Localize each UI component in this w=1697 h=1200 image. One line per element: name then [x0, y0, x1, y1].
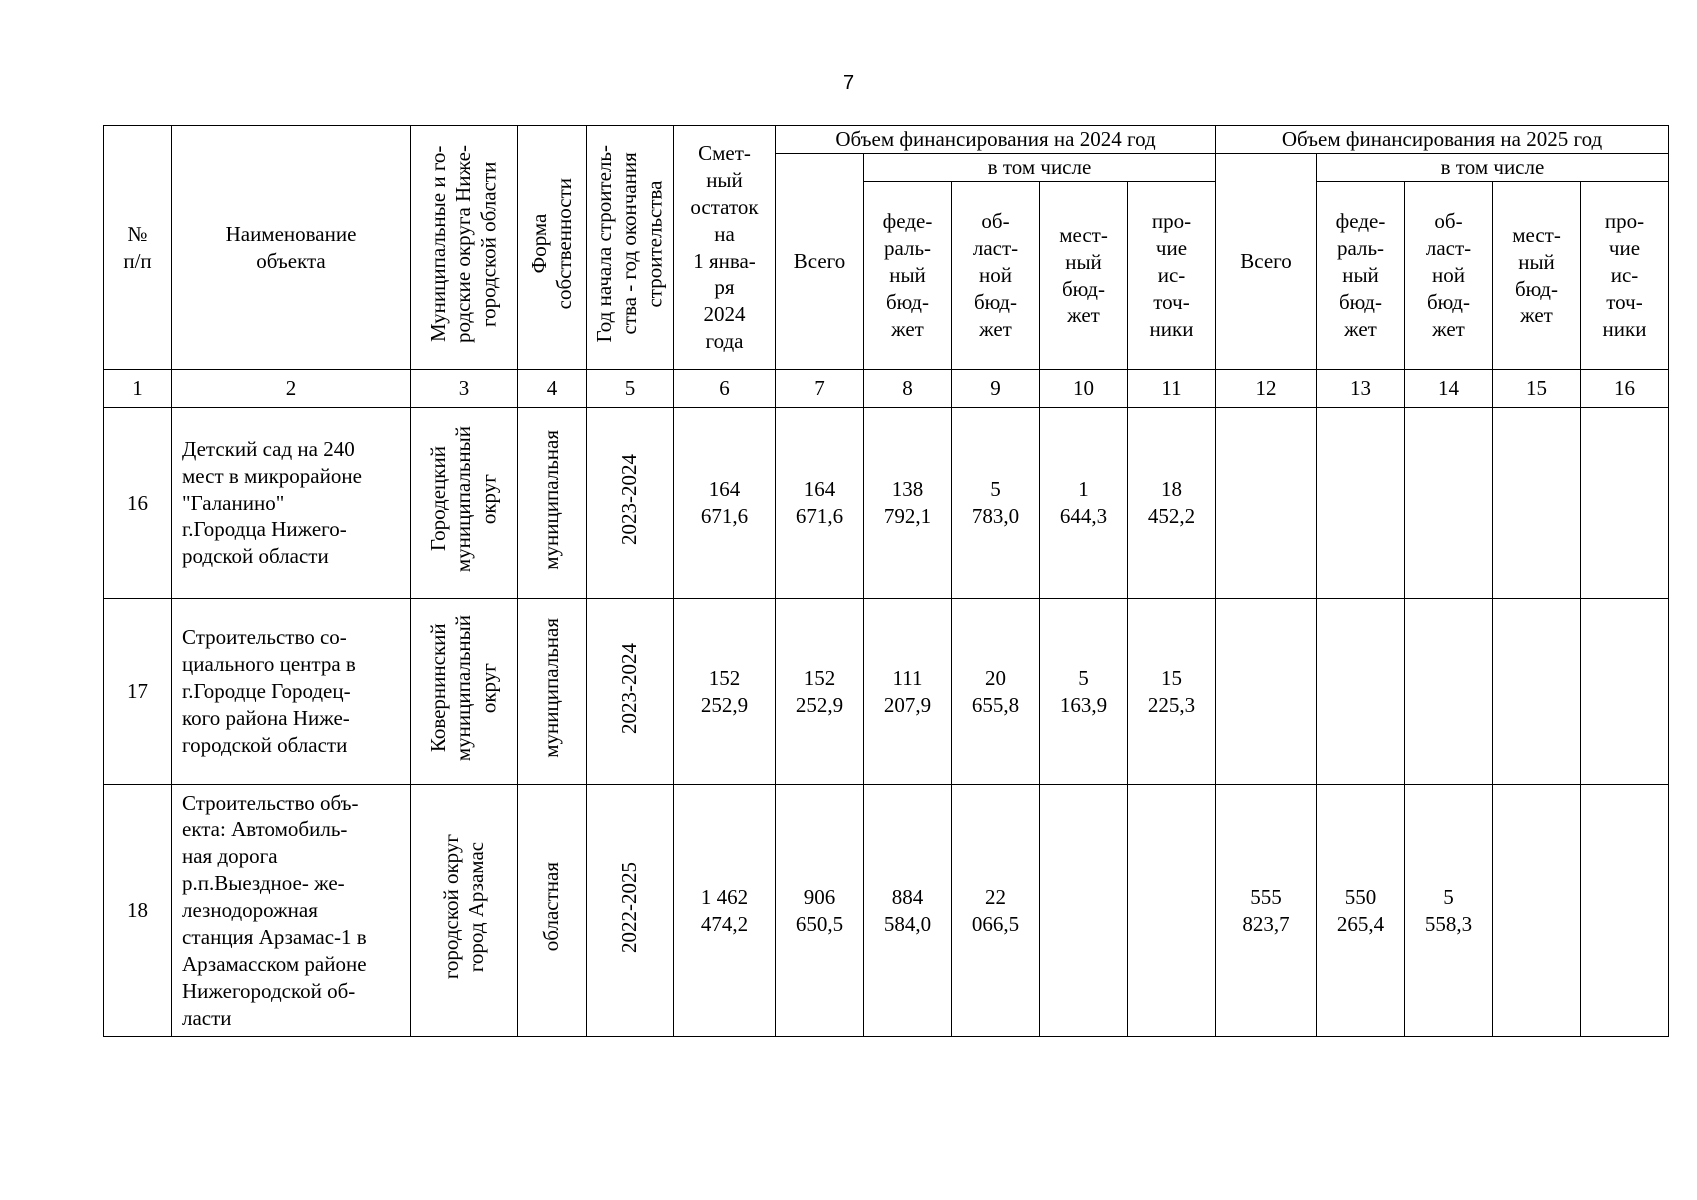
regional-2024-cell: 22 066,5: [952, 785, 1040, 1037]
district-cell: Ковернинский муниципальный округ: [411, 599, 518, 785]
header-financing-2024: Объем финансирования на 2024 год: [776, 126, 1216, 154]
federal-2024-cell: 111 207,9: [864, 599, 952, 785]
row-number: 17: [104, 599, 172, 785]
other-2024-cell: 18 452,2: [1128, 408, 1216, 599]
column-number: 4: [518, 370, 587, 408]
total-2024-cell: 152 252,9: [776, 599, 864, 785]
column-number: 7: [776, 370, 864, 408]
row-number: 18: [104, 785, 172, 1037]
local-2025-cell: [1493, 408, 1581, 599]
header-financing-2025: Объем финансирования на 2025 год: [1216, 126, 1669, 154]
header-balance: Смет- ный остаток на 1 янва- ря 2024 года: [674, 126, 776, 370]
district-cell: Городецкий муниципальный округ: [411, 408, 518, 599]
federal-2024-cell: 884 584,0: [864, 785, 952, 1037]
header-ownership: Форма собственности: [518, 126, 587, 370]
total-2025-cell: 555 823,7: [1216, 785, 1317, 1037]
header-local-2024: мест- ный бюд- жет: [1040, 182, 1128, 370]
row-number: 16: [104, 408, 172, 599]
header-other-2024: про- чие ис- точ- ники: [1128, 182, 1216, 370]
header-local-2025: мест- ный бюд- жет: [1493, 182, 1581, 370]
other-2025-cell: [1581, 599, 1669, 785]
header-num: № п/п: [104, 126, 172, 370]
federal-2025-cell: [1317, 408, 1405, 599]
object-name: Строительство со- циального центра в г.Городце Городец- кого района Ниже- городской области: [172, 599, 411, 785]
column-number: 1: [104, 370, 172, 408]
regional-2024-cell: 20 655,8: [952, 599, 1040, 785]
column-number: 11: [1128, 370, 1216, 408]
balance-cell: 152 252,9: [674, 599, 776, 785]
column-number: 16: [1581, 370, 1669, 408]
total-2024-cell: 164 671,6: [776, 408, 864, 599]
column-number: 9: [952, 370, 1040, 408]
table-row: [104, 408, 1669, 599]
years-cell: 2023-2024: [587, 408, 674, 599]
column-number: 15: [1493, 370, 1581, 408]
column-number: 2: [172, 370, 411, 408]
header-federal-2024: феде- раль- ный бюд- жет: [864, 182, 952, 370]
column-number: 5: [587, 370, 674, 408]
column-number: 8: [864, 370, 952, 408]
header-regional-2025: об- ласт- ной бюд- жет: [1405, 182, 1493, 370]
other-2025-cell: [1581, 785, 1669, 1037]
other-2024-cell: 15 225,3: [1128, 599, 1216, 785]
ownership-cell: муниципальная: [518, 408, 587, 599]
column-number: 6: [674, 370, 776, 408]
regional-2024-cell: 5 783,0: [952, 408, 1040, 599]
local-2024-cell: 1 644,3: [1040, 408, 1128, 599]
investment-objects-table: [103, 125, 1669, 1037]
column-number: 14: [1405, 370, 1493, 408]
object-name: Строительство объ- екта: Автомобиль- ная дорога р.п.Выездное- же- лезнодорожная станция Арзамас-1 в Арзамасском районе Нижегородской об- ласти: [172, 785, 411, 1037]
years-cell: 2022-2025: [587, 785, 674, 1037]
regional-2025-cell: [1405, 408, 1493, 599]
ownership-cell: областная: [518, 785, 587, 1037]
header-including-2024: в том числе: [864, 154, 1216, 182]
header-total-2025: Всего: [1216, 154, 1317, 370]
header-including-2025: в том числе: [1317, 154, 1669, 182]
total-2025-cell: [1216, 599, 1317, 785]
ownership-cell: муниципальная: [518, 599, 587, 785]
object-name: Детский сад на 240 мест в микрорайоне "Галанино" г.Городца Нижего- родской области: [172, 408, 411, 599]
regional-2025-cell: [1405, 599, 1493, 785]
column-number: 10: [1040, 370, 1128, 408]
column-number: 12: [1216, 370, 1317, 408]
total-2024-cell: 906 650,5: [776, 785, 864, 1037]
header-name: Наименование объекта: [172, 126, 411, 370]
other-2025-cell: [1581, 408, 1669, 599]
other-2024-cell: [1128, 785, 1216, 1037]
header-years: Год начала строитель- ства - год окончания строительства: [587, 126, 674, 370]
local-2024-cell: [1040, 785, 1128, 1037]
local-2025-cell: [1493, 599, 1581, 785]
balance-cell: 1 462 474,2: [674, 785, 776, 1037]
column-numbers-row: [104, 370, 1669, 408]
regional-2025-cell: 5 558,3: [1405, 785, 1493, 1037]
federal-2024-cell: 138 792,1: [864, 408, 952, 599]
page-number: 7: [842, 72, 855, 94]
local-2025-cell: [1493, 785, 1581, 1037]
table-row: [104, 785, 1669, 1037]
header-total-2024: Всего: [776, 154, 864, 370]
column-number: 3: [411, 370, 518, 408]
header-regional-2024: об- ласт- ной бюд- жет: [952, 182, 1040, 370]
total-2025-cell: [1216, 408, 1317, 599]
district-cell: городской округ город Арзамас: [411, 785, 518, 1037]
header-federal-2025: феде- раль- ный бюд- жет: [1317, 182, 1405, 370]
local-2024-cell: 5 163,9: [1040, 599, 1128, 785]
table-row: [104, 599, 1669, 785]
balance-cell: 164 671,6: [674, 408, 776, 599]
header-other-2025: про- чие ис- точ- ники: [1581, 182, 1669, 370]
years-cell: 2023-2024: [587, 599, 674, 785]
header-district: Муниципальные и го- родские округа Ниже- городской области: [411, 126, 518, 370]
federal-2025-cell: [1317, 599, 1405, 785]
column-number: 13: [1317, 370, 1405, 408]
federal-2025-cell: 550 265,4: [1317, 785, 1405, 1037]
